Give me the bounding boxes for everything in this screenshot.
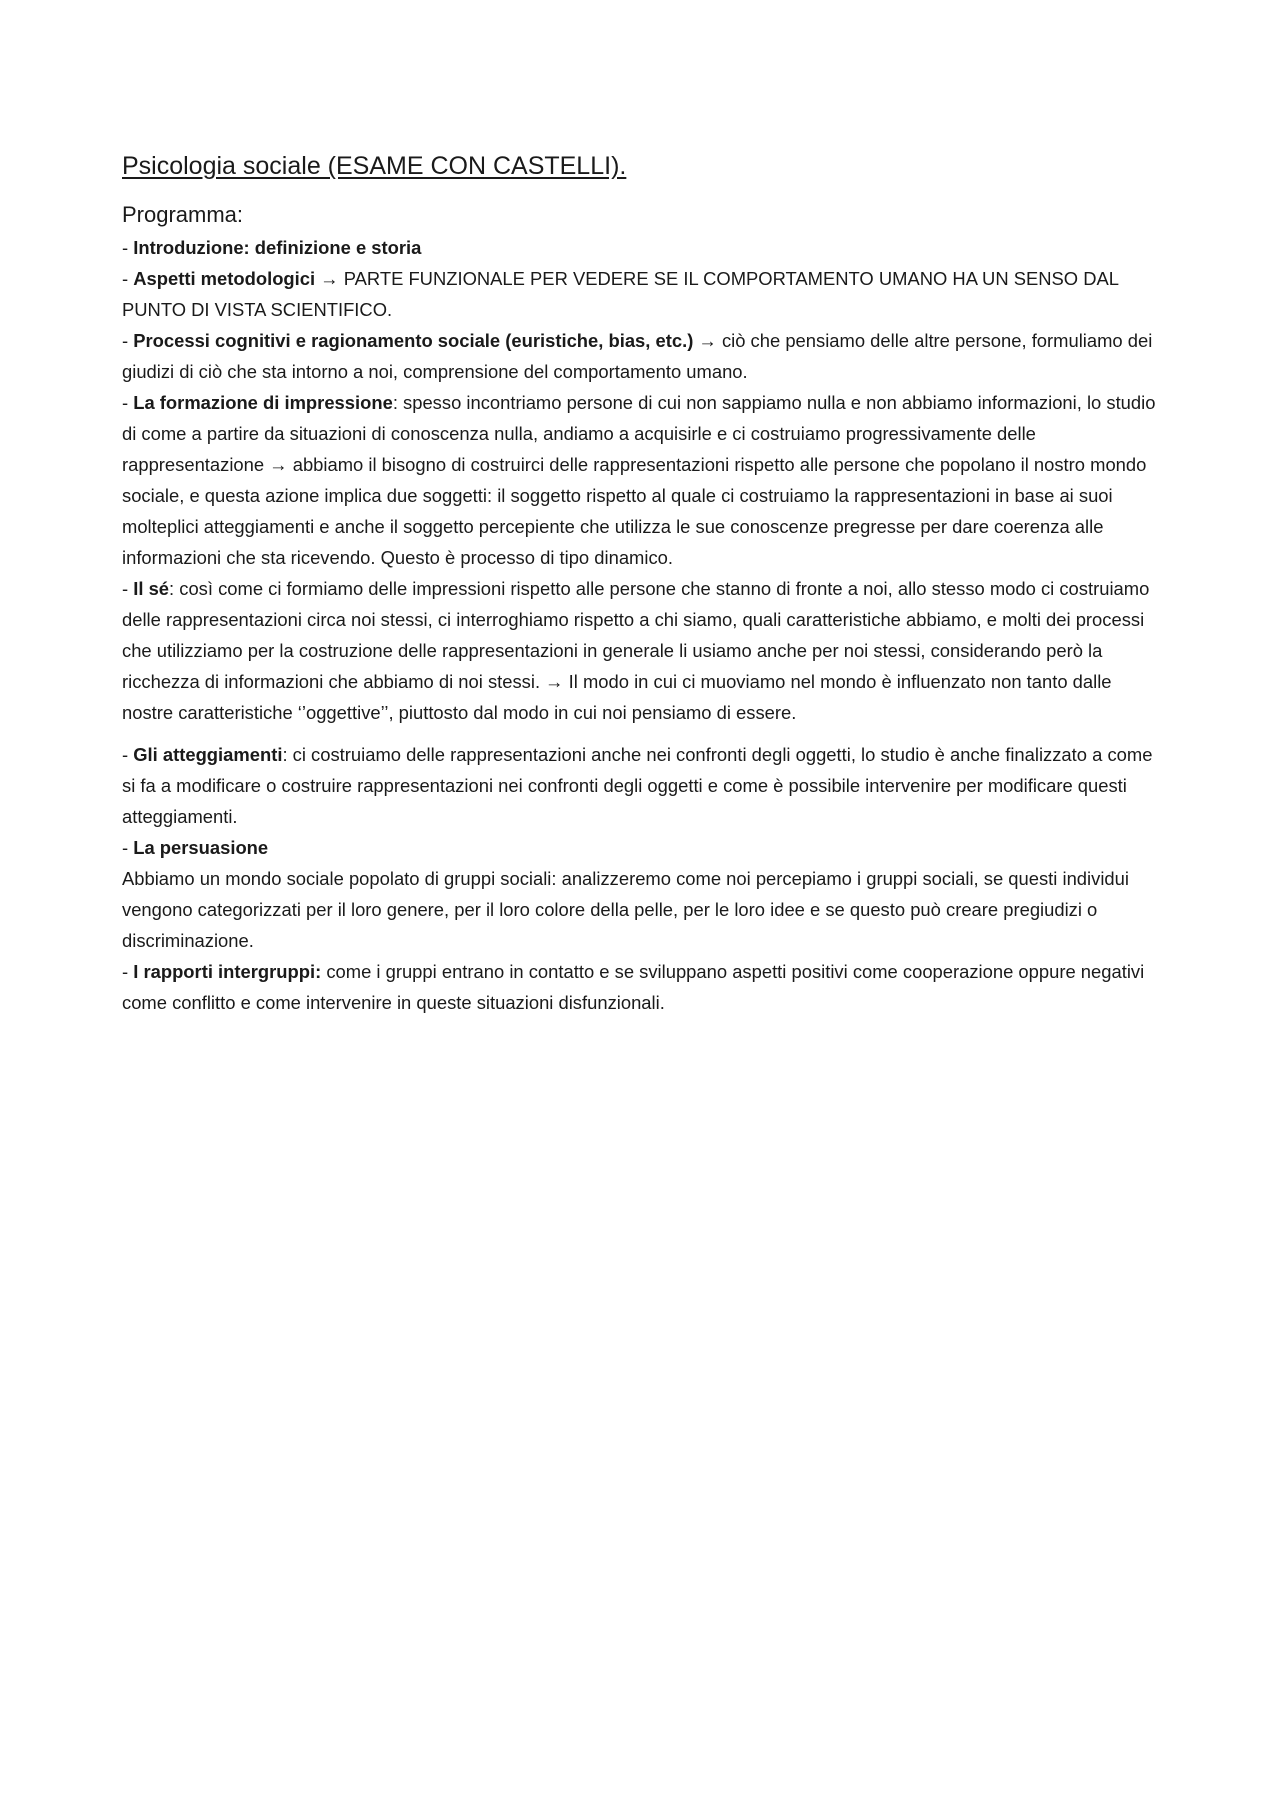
program-item-il-se bbox=[122, 573, 1162, 728]
item-heading: Il sé bbox=[133, 578, 170, 599]
item-prefix: - bbox=[122, 268, 134, 289]
item-prefix: - bbox=[122, 392, 134, 413]
item-prefix: - bbox=[122, 837, 134, 858]
program-item-rapporti-intergruppi bbox=[122, 956, 1162, 1018]
program-item-aspetti-metodologici bbox=[122, 263, 1162, 325]
item-text: : ci costruiamo delle rappresentazioni anche nei confronti degli oggetti, lo studio è anche finalizzato a come si fa a modificare o costruire rappresentazioni nei confronti degli oggetti e come è possibile intervenire per modificare questi atteggiamenti. bbox=[122, 744, 1153, 827]
program-item-introduzione bbox=[122, 232, 1162, 263]
item-text: come i gruppi entrano in contatto e se sviluppano aspetti positivi come cooperazione oppure negativi come conflitto e come intervenire in queste situazioni disfunzionali. bbox=[122, 961, 1145, 1013]
item-text: : spesso incontriamo persone di cui non sappiamo nulla e non abbiamo informazioni, lo studio di come a partire da situazioni di conoscenza nulla, andiamo a acquisirle e ci costruiamo progressivamente delle rappresentazione → abbiamo il bisogno di costruirci delle rappresentazioni rispetto alle persone che popolano il nostro mondo sociale, e questa azione implica due soggetti: il soggetto rispetto al quale ci costruiamo la rappresentazioni in base ai suoi molteplici atteggiamenti e anche il soggetto percepiente che utilizza le sue conoscenze pregresse per dare coerenza alle informazioni che sta ricevendo. Questo è processo di tipo dinamico. bbox=[122, 392, 1156, 568]
item-heading: Processi cognitivi e ragionamento sociale (euristiche, bias, etc.) bbox=[133, 330, 694, 351]
item-text: → PARTE FUNZIONALE PER VEDERE SE IL COMPORTAMENTO UMANO HA UN SENSO DAL PUNTO DI VISTA SCIENTIFICO. bbox=[122, 268, 1119, 320]
item-text: Abbiamo un mondo sociale popolato di gruppi sociali: analizzeremo come noi percepiamo i gruppi sociali, se questi individui vengono categorizzati per il loro genere, per il loro colore della pelle, per le loro idee e se questo può creare pregiudizi o discriminazione. bbox=[122, 868, 1129, 951]
item-text: → ciò che pensiamo delle altre persone, formuliamo dei giudizi di ciò che sta intorno a noi, comprensione del comportamento umano. bbox=[122, 330, 1153, 382]
programma-label: Programma: bbox=[122, 202, 244, 227]
item-prefix: - bbox=[122, 330, 134, 351]
program-paragraph-gruppi-sociali bbox=[122, 863, 1162, 956]
program-item-atteggiamenti bbox=[122, 739, 1162, 832]
item-prefix: - bbox=[122, 578, 134, 599]
item-heading: Gli atteggiamenti bbox=[133, 744, 283, 765]
item-prefix: - bbox=[122, 961, 134, 982]
item-heading: La persuasione bbox=[133, 837, 269, 858]
item-text: : così come ci formiamo delle impressioni rispetto alle persone che stanno di fronte a noi, allo stesso modo ci costruiamo delle rappresentazioni circa noi stessi, ci interroghiamo rispetto a chi siamo, quali caratteristiche abbiamo, e molti dei processi che utilizziamo per la costruzione delle rappresentazioni in generale li usiamo anche per noi stessi, considerando però la ricchezza di informazioni che abbiamo di noi stessi. → Il modo in cui ci muoviamo nel mondo è influenzato non tanto dalle nostre caratteristiche ‘’oggettive’’, piuttosto dal modo in cui noi pensiamo di essere. bbox=[122, 578, 1150, 723]
item-prefix: - bbox=[122, 744, 134, 765]
program-item-formazione-impressione bbox=[122, 387, 1162, 573]
document-body bbox=[122, 150, 1162, 1018]
item-heading: Aspetti metodologici bbox=[133, 268, 316, 289]
item-heading: Introduzione: definizione e storia bbox=[133, 237, 422, 258]
item-prefix: - bbox=[122, 237, 134, 258]
item-heading: La formazione di impressione bbox=[133, 392, 393, 413]
item-heading: I rapporti intergruppi: bbox=[133, 961, 322, 982]
document-title: Psicologia sociale (ESAME CON CASTELLI). bbox=[122, 152, 627, 180]
program-item-processi-cognitivi bbox=[122, 325, 1162, 387]
program-item-persuasione bbox=[122, 832, 1162, 863]
